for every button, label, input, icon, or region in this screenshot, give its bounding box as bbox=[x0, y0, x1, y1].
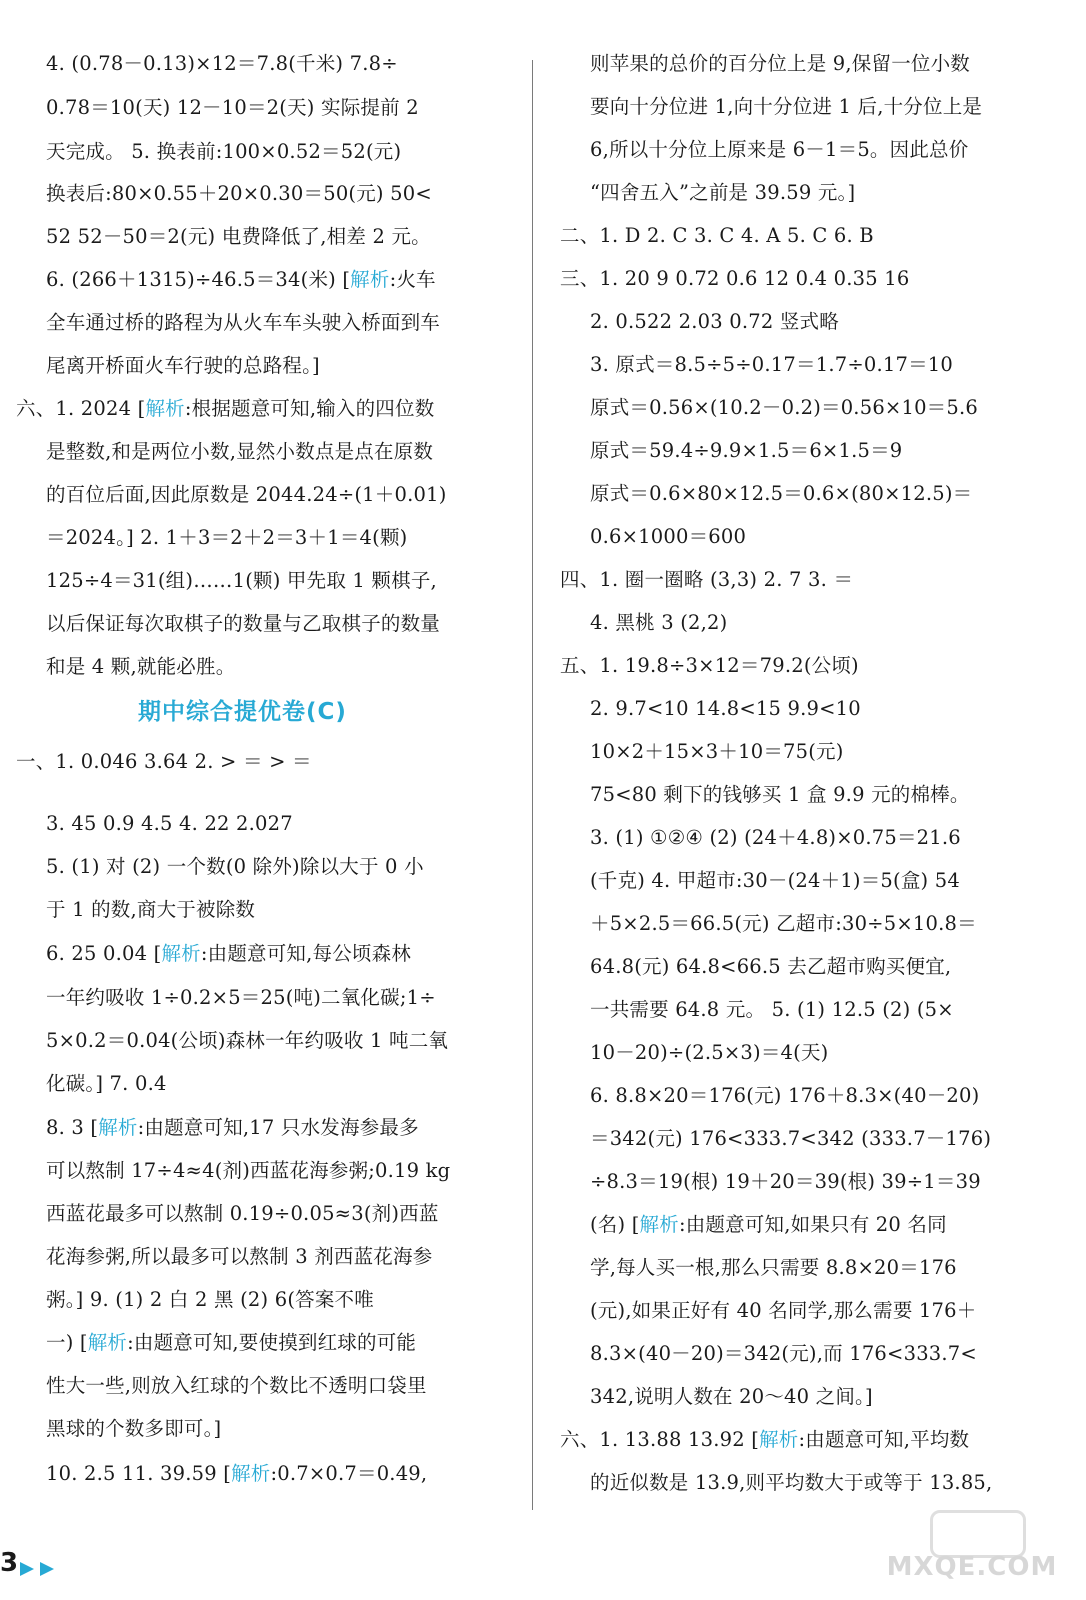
line-text: 五、1. 19.8÷3×12＝79.2(公顷) bbox=[560, 654, 859, 677]
section-title-text: 期中综合提优卷(C) bbox=[138, 699, 347, 725]
answer-line bbox=[590, 867, 960, 895]
line-text: 10×2＋15×3＋10＝75(元) bbox=[590, 740, 844, 763]
answer-line bbox=[590, 1168, 981, 1196]
answer-line bbox=[560, 1426, 969, 1454]
watermark-logo-icon bbox=[930, 1510, 1026, 1558]
line-text: 52 52－50＝2(元) 电费降低了,相差 2 元。 bbox=[46, 225, 431, 248]
answer-line bbox=[46, 180, 432, 208]
answer-line bbox=[590, 179, 855, 207]
line-text: 6,所以十分位上原来是 6－1＝5。因此总价 bbox=[590, 138, 969, 161]
answer-line bbox=[590, 437, 902, 465]
line-text: 换表后:80×0.55＋20×0.30＝50(元) 50< bbox=[46, 182, 432, 205]
answer-line bbox=[46, 309, 440, 337]
line-text: 125÷4＝31(组)……1(颗) 甲先取 1 颗棋子, bbox=[46, 569, 437, 592]
answer-line bbox=[46, 610, 440, 638]
answer-line bbox=[590, 1211, 947, 1239]
line-text-tail: :0.7×0.7＝0.49, bbox=[270, 1462, 428, 1485]
answer-line bbox=[46, 1200, 439, 1228]
answer-line bbox=[590, 93, 982, 121]
answer-line bbox=[46, 1286, 374, 1314]
line-text: 三、1. 20 9 0.72 0.6 12 0.4 0.35 16 bbox=[560, 267, 910, 290]
answer-line bbox=[590, 609, 727, 637]
line-text: 四、1. 圈一圈略 (3,3) 2. 7 3. ＝ bbox=[560, 568, 854, 591]
line-text: 6. 8.8×20＝176(元) 176＋8.3×(40－20) bbox=[590, 1084, 980, 1107]
answer-line bbox=[560, 265, 910, 293]
answer-line bbox=[16, 748, 312, 776]
analysis-label: 解析 bbox=[639, 1213, 679, 1236]
answer-line bbox=[46, 223, 431, 251]
line-text: 粥。] 9. (1) 2 白 2 黑 (2) 6(答案不唯 bbox=[46, 1288, 374, 1311]
answer-line bbox=[46, 50, 398, 78]
answer-line bbox=[590, 1082, 979, 1110]
line-text: 3. (1) ①②④ (2) (24＋4.8)×0.75＝21.6 bbox=[590, 826, 961, 849]
line-text: 一共需要 64.8 元。 5. (1) 12.5 (2) (5× bbox=[590, 998, 954, 1021]
answer-line bbox=[46, 1243, 432, 1271]
line-text: 0.78＝10(天) 12－10＝2(天) 实际提前 2 bbox=[46, 96, 419, 119]
line-text: (名) [ bbox=[590, 1213, 640, 1236]
answer-line bbox=[46, 524, 407, 552]
answer-line bbox=[46, 138, 401, 166]
answer-line bbox=[560, 652, 859, 680]
line-text: 二、1. D 2. C 3. C 4. A 5. C 6. B bbox=[560, 224, 874, 247]
answer-line bbox=[590, 953, 951, 981]
line-text: 3. 原式＝8.5÷5÷0.17＝1.7÷0.17＝10 bbox=[590, 353, 953, 376]
line-text: 原式＝0.6×80×12.5＝0.6×(80×12.5)＝ bbox=[590, 482, 973, 505]
answer-line bbox=[590, 394, 978, 422]
answer-line bbox=[560, 222, 874, 250]
answer-line bbox=[590, 824, 961, 852]
line-text: (元),如果正好有 40 名同学,那么需要 176＋ bbox=[590, 1299, 977, 1322]
line-text: 则苹果的总价的百分位上是 9,保留一位小数 bbox=[590, 52, 971, 75]
answer-line bbox=[590, 50, 970, 78]
line-text: 5×0.2＝0.04(公顷)森林一年约吸收 1 吨二氧 bbox=[46, 1029, 449, 1052]
answer-line bbox=[590, 136, 968, 164]
line-text: 西蓝花最多可以熬制 0.19÷0.05≈3(剂)西蓝 bbox=[46, 1202, 439, 1225]
line-text: 一) [ bbox=[46, 1331, 88, 1354]
line-text: 的近似数是 13.9,则平均数大于或等于 13.85, bbox=[590, 1471, 993, 1494]
answer-line bbox=[590, 308, 839, 336]
line-text: 一、1. 0.046 3.64 2. > ＝ > ＝ bbox=[16, 750, 312, 773]
line-text: 是整数,和是两位小数,显然小数点是点在原数 bbox=[46, 440, 434, 463]
line-text: 4. 黑桃 3 (2,2) bbox=[590, 611, 728, 634]
answer-line bbox=[46, 1027, 448, 1055]
answer-line bbox=[46, 653, 235, 681]
answer-line bbox=[46, 940, 411, 968]
answer-line bbox=[590, 480, 972, 508]
line-text: 全车通过桥的路程为从火车车头驶入桥面到车 bbox=[46, 311, 441, 334]
analysis-label: 解析 bbox=[161, 942, 201, 965]
answer-line bbox=[590, 1039, 828, 1067]
answer-line bbox=[590, 1125, 991, 1153]
line-text: 原式＝0.56×(10.2－0.2)＝0.56×10＝5.6 bbox=[590, 396, 978, 419]
line-text: 5. (1) 对 (2) 一个数(0 除外)除以大于 0 小 bbox=[46, 855, 424, 878]
line-text: 64.8(元) 64.8<66.5 去乙超市购买便宜, bbox=[590, 955, 952, 978]
line-text: 要向十分位进 1,向十分位进 1 后,十分位上是 bbox=[590, 95, 983, 118]
answer-line bbox=[46, 438, 433, 466]
answer-line bbox=[590, 695, 861, 723]
line-text: “四舍五入”之前是 39.59 元。] bbox=[590, 181, 856, 204]
answer-line bbox=[46, 481, 447, 509]
answer-line bbox=[590, 351, 953, 379]
line-text: 的百位后面,因此原数是 2044.24÷(1＋0.01) bbox=[46, 483, 447, 506]
line-text: 6. 25 0.04 [ bbox=[46, 942, 162, 965]
line-text: 10－20)÷(2.5×3)＝4(天) bbox=[590, 1041, 829, 1064]
answer-line bbox=[46, 1070, 167, 1098]
answer-line bbox=[590, 1340, 977, 1368]
line-text: ＋5×2.5＝66.5(元) 乙超市:30÷5×10.8＝ bbox=[590, 912, 977, 935]
analysis-label: 解析 bbox=[231, 1462, 271, 1485]
line-text: 2. 9.7<10 14.8<15 9.9<10 bbox=[590, 697, 861, 720]
answer-line bbox=[16, 395, 434, 423]
line-text-tail: :由题意可知,每公顷森林 bbox=[200, 942, 412, 965]
analysis-label: 解析 bbox=[145, 397, 185, 420]
answer-line bbox=[590, 910, 977, 938]
answer-line bbox=[590, 996, 954, 1024]
answer-line bbox=[46, 984, 436, 1012]
line-text-tail: :由题意可知,平均数 bbox=[798, 1428, 970, 1451]
line-text-tail: :火车 bbox=[389, 268, 436, 291]
answer-line bbox=[46, 1114, 419, 1142]
line-text: 花海参粥,所以最多可以熬制 3 剂西蓝花海参 bbox=[46, 1245, 433, 1268]
line-text: 6. (266＋1315)÷46.5＝34(米) [ bbox=[46, 268, 351, 291]
answer-line bbox=[590, 523, 746, 551]
answer-line bbox=[560, 566, 853, 594]
analysis-label: 解析 bbox=[98, 1116, 138, 1139]
answer-line bbox=[590, 1383, 873, 1411]
next-arrows-icon bbox=[20, 1560, 66, 1578]
column-divider bbox=[532, 60, 533, 1510]
answer-line bbox=[46, 1329, 416, 1357]
section-title bbox=[138, 698, 347, 726]
line-text: 原式＝59.4÷9.9×1.5＝6×1.5＝9 bbox=[590, 439, 903, 462]
analysis-label: 解析 bbox=[350, 268, 390, 291]
line-text-tail: :由题意可知,要使摸到红球的可能 bbox=[127, 1331, 417, 1354]
answer-line bbox=[46, 853, 424, 881]
line-text: 黑球的个数多即可。] bbox=[46, 1417, 222, 1440]
watermark-text: MXQE.COM bbox=[886, 1552, 1058, 1582]
line-text: 六、1. 2024 [ bbox=[16, 397, 146, 420]
answer-line bbox=[46, 266, 436, 294]
line-text: ÷8.3＝19(根) 19＋20＝39(根) 39÷1＝39 bbox=[590, 1170, 981, 1193]
line-text-tail: :根据题意可知,输入的四位数 bbox=[184, 397, 435, 420]
line-text: 和是 4 颗,就能必胜。 bbox=[46, 655, 236, 678]
answer-line bbox=[46, 567, 437, 595]
analysis-label: 解析 bbox=[87, 1331, 128, 1354]
line-text: 8. 3 [ bbox=[46, 1116, 99, 1139]
line-text: 化碳。] 7. 0.4 bbox=[46, 1072, 167, 1095]
answer-line bbox=[590, 1469, 992, 1497]
line-text: 可以熬制 17÷4≈4(剂)西蓝花海参粥;0.19 kg bbox=[46, 1159, 451, 1182]
line-text-tail: :由题意可知,如果只有 20 名同 bbox=[678, 1213, 947, 1236]
answer-line bbox=[46, 1372, 427, 1400]
line-text-tail: :由题意可知,17 只水发海参最多 bbox=[137, 1116, 419, 1139]
answer-line bbox=[46, 1415, 221, 1443]
answer-line bbox=[590, 1254, 957, 1282]
line-text: 一年约吸收 1÷0.2×5＝25(吨)二氧化碳;1÷ bbox=[46, 986, 436, 1009]
answer-line bbox=[46, 896, 255, 924]
line-text: ＝2024。] 2. 1＋3＝2＋2＝3＋1＝4(颗) bbox=[46, 526, 408, 549]
page-number: 3 bbox=[0, 1548, 19, 1578]
answer-line bbox=[590, 781, 970, 809]
line-text: 2. 0.522 2.03 0.72 竖式略 bbox=[590, 310, 839, 333]
answer-line bbox=[46, 352, 320, 380]
answer-line bbox=[590, 1297, 976, 1325]
line-text: 0.6×1000＝600 bbox=[590, 525, 747, 548]
line-text: 3. 45 0.9 4.5 4. 22 2.027 bbox=[46, 812, 293, 835]
line-text: 以后保证每次取棋子的数量与乙取棋子的数量 bbox=[46, 612, 441, 635]
line-text: 六、1. 13.88 13.92 [ bbox=[560, 1428, 760, 1451]
line-text: 尾离开桥面火车行驶的总路程。] bbox=[46, 354, 320, 377]
line-text: 4. (0.78－0.13)×12＝7.8(千米) 7.8÷ bbox=[46, 52, 398, 75]
line-text: 天完成。 5. 换表前:100×0.52＝52(元) bbox=[46, 140, 402, 163]
answer-line bbox=[590, 738, 844, 766]
answer-line bbox=[46, 810, 293, 838]
line-text: (千克) 4. 甲超市:30－(24＋1)＝5(盒) 54 bbox=[590, 869, 960, 892]
line-text: 于 1 的数,商大于被除数 bbox=[46, 898, 256, 921]
answer-line bbox=[46, 1157, 450, 1185]
watermark bbox=[872, 1508, 1072, 1594]
analysis-label: 解析 bbox=[759, 1428, 799, 1451]
answer-line bbox=[46, 94, 419, 122]
line-text: 342,说明人数在 20～40 之间。] bbox=[590, 1385, 873, 1408]
line-text: 75<80 剩下的钱够买 1 盒 9.9 元的棉棒。 bbox=[590, 783, 970, 806]
line-text: 性大一些,则放入红球的个数比不透明口袋里 bbox=[46, 1374, 427, 1397]
line-text: 8.3×(40－20)＝342(元),而 176<333.7< bbox=[590, 1342, 977, 1365]
line-text: ＝342(元) 176<333.7<342 (333.7－176) bbox=[590, 1127, 992, 1150]
answer-line bbox=[46, 1460, 427, 1488]
line-text: 10. 2.5 11. 39.59 [ bbox=[46, 1462, 232, 1485]
line-text: 学,每人买一根,那么只需要 8.8×20＝176 bbox=[590, 1256, 957, 1279]
